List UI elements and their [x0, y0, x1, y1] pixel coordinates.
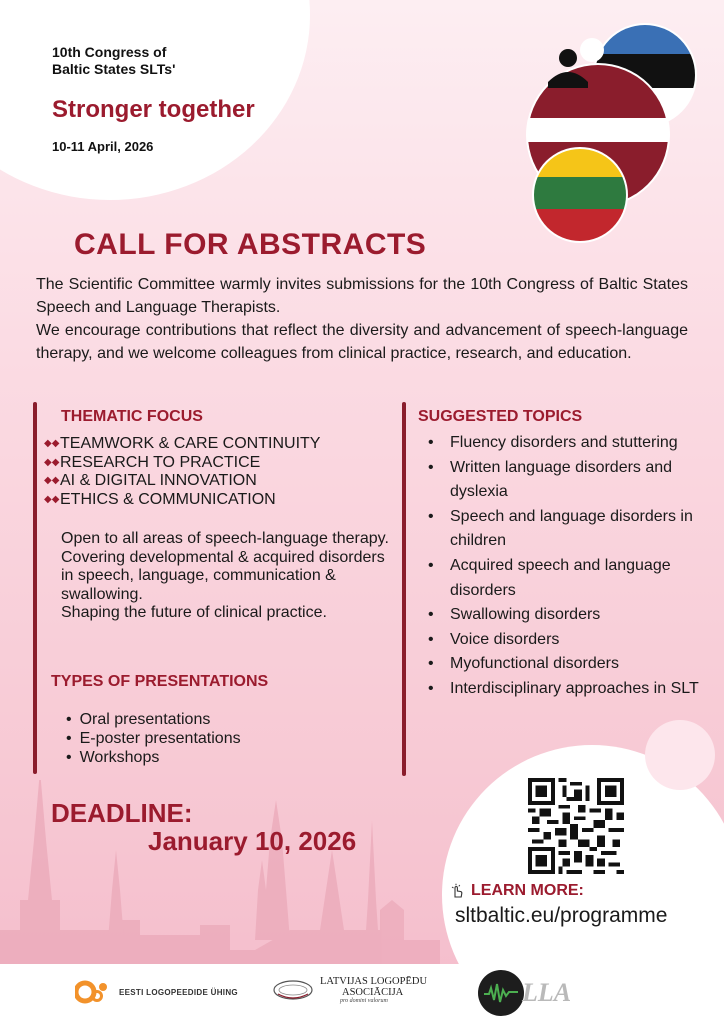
lla-logo[interactable]	[476, 968, 571, 1018]
types-of-presentations-title: TYPES OF PRESENTATIONS	[51, 673, 269, 690]
list-item: ◆◆ RESEARCH TO PRACTICE	[44, 453, 261, 471]
orange-circles-logo-icon	[75, 978, 113, 1006]
logo2-name-line2: ASOCIĀCIJA	[342, 987, 404, 998]
list-item: ◆◆ AI & DIGITAL INNOVATION	[44, 472, 257, 489]
programme-link[interactable]: sltbaltic.eu/programme	[455, 904, 668, 927]
list-item: ◆◆ TEAMWORK & CARE CONTINUITY	[44, 435, 321, 452]
diamond-bullet-icon: ◆◆	[44, 493, 60, 505]
list-item: • Interdisciplinary approaches in SLT	[428, 679, 699, 697]
thematic-focus-list	[44, 435, 320, 509]
list-item: • Voice disorders	[428, 630, 560, 648]
deadline-date: January 10, 2026	[148, 826, 357, 856]
baltic-flags-graphic	[520, 20, 710, 250]
learn-more	[449, 882, 584, 900]
thematic-focus-description	[61, 530, 391, 623]
list-item: • Acquired speech and language disorders	[428, 556, 671, 599]
list-item: • Swallowing disorders	[428, 606, 601, 624]
thematic-focus-title: THEMATIC FOCUS	[61, 408, 203, 425]
topics-list	[428, 431, 703, 702]
qr-code[interactable]	[528, 778, 624, 874]
focus-desc-line: Covering developmental & acquired disorders in speech, language, communication & swallowing.	[61, 548, 385, 603]
focus-desc-line: Open to all areas of speech-language therapy.	[61, 530, 389, 547]
congress-line2: Baltic States SLTs'	[52, 61, 176, 77]
deadline-label: DEADLINE:	[51, 798, 193, 828]
intro-paragraph-1: The Scientific Committee warmly invites submissions for the 10th Congress of Baltic States Speech and Language Therapists.	[36, 276, 688, 316]
event-date: 10-11 April, 2026	[52, 139, 154, 154]
logo-text: EESTI LOGOPEEDIDE ÜHING	[119, 987, 238, 997]
congress-name	[52, 44, 175, 78]
decorative-circle	[645, 720, 715, 790]
right-column-divider	[402, 402, 406, 776]
diamond-bullet-icon: ◆◆	[44, 456, 60, 468]
list-item: • Speech and language disorders in children	[428, 507, 693, 550]
focus-desc-line: Shaping the future of clinical practice.	[61, 604, 327, 621]
list-item: • Myofunctional disorders	[428, 655, 619, 673]
list-item: • Oral presentations	[66, 710, 241, 729]
list-item: • Workshops	[66, 748, 241, 767]
suggested-topics-title: SUGGESTED TOPICS	[418, 408, 583, 425]
call-for-abstracts-title: CALL FOR ABSTRACTS	[74, 228, 427, 261]
diamond-bullet-icon: ◆◆	[44, 475, 60, 486]
learn-more-label: LEARN MORE:	[471, 882, 584, 899]
laurel-emblem-icon	[272, 972, 314, 1008]
types-list	[66, 710, 241, 767]
list-item: ◆◆ ETHICS & COMMUNICATION	[44, 490, 276, 508]
diamond-bullet-icon: ◆◆	[44, 438, 60, 449]
list-item: • E-poster presentations	[66, 729, 241, 748]
intro-paragraph-2: We encourage contributions that reflect the diversity and advancement of speech-language therapy, and we welcome colleagues from clinical practice, research, and education.	[36, 322, 688, 362]
logo2-tagline: pro domini valorum	[340, 998, 388, 1004]
pointing-hand-icon	[449, 883, 465, 899]
lla-logo-text: LLA	[522, 978, 572, 1007]
logo2-name-line1: LATVIJAS LOGOPĒDU	[320, 976, 428, 987]
lla-circle-logo-icon	[476, 968, 526, 1018]
left-column-divider	[33, 402, 37, 774]
event-tagline: Stronger together	[52, 96, 255, 123]
list-item: • Written language disorders and dyslexia	[428, 458, 673, 501]
congress-line1: 10th Congress of	[52, 44, 167, 60]
list-item: • Fluency disorders and stuttering	[428, 434, 678, 451]
eesti-logopeedide-uhing-logo[interactable]	[75, 978, 238, 1006]
intro-text	[36, 273, 688, 365]
logo2-text	[320, 976, 427, 1004]
latvijas-logopedu-asociacija-logo[interactable]	[272, 972, 427, 1008]
